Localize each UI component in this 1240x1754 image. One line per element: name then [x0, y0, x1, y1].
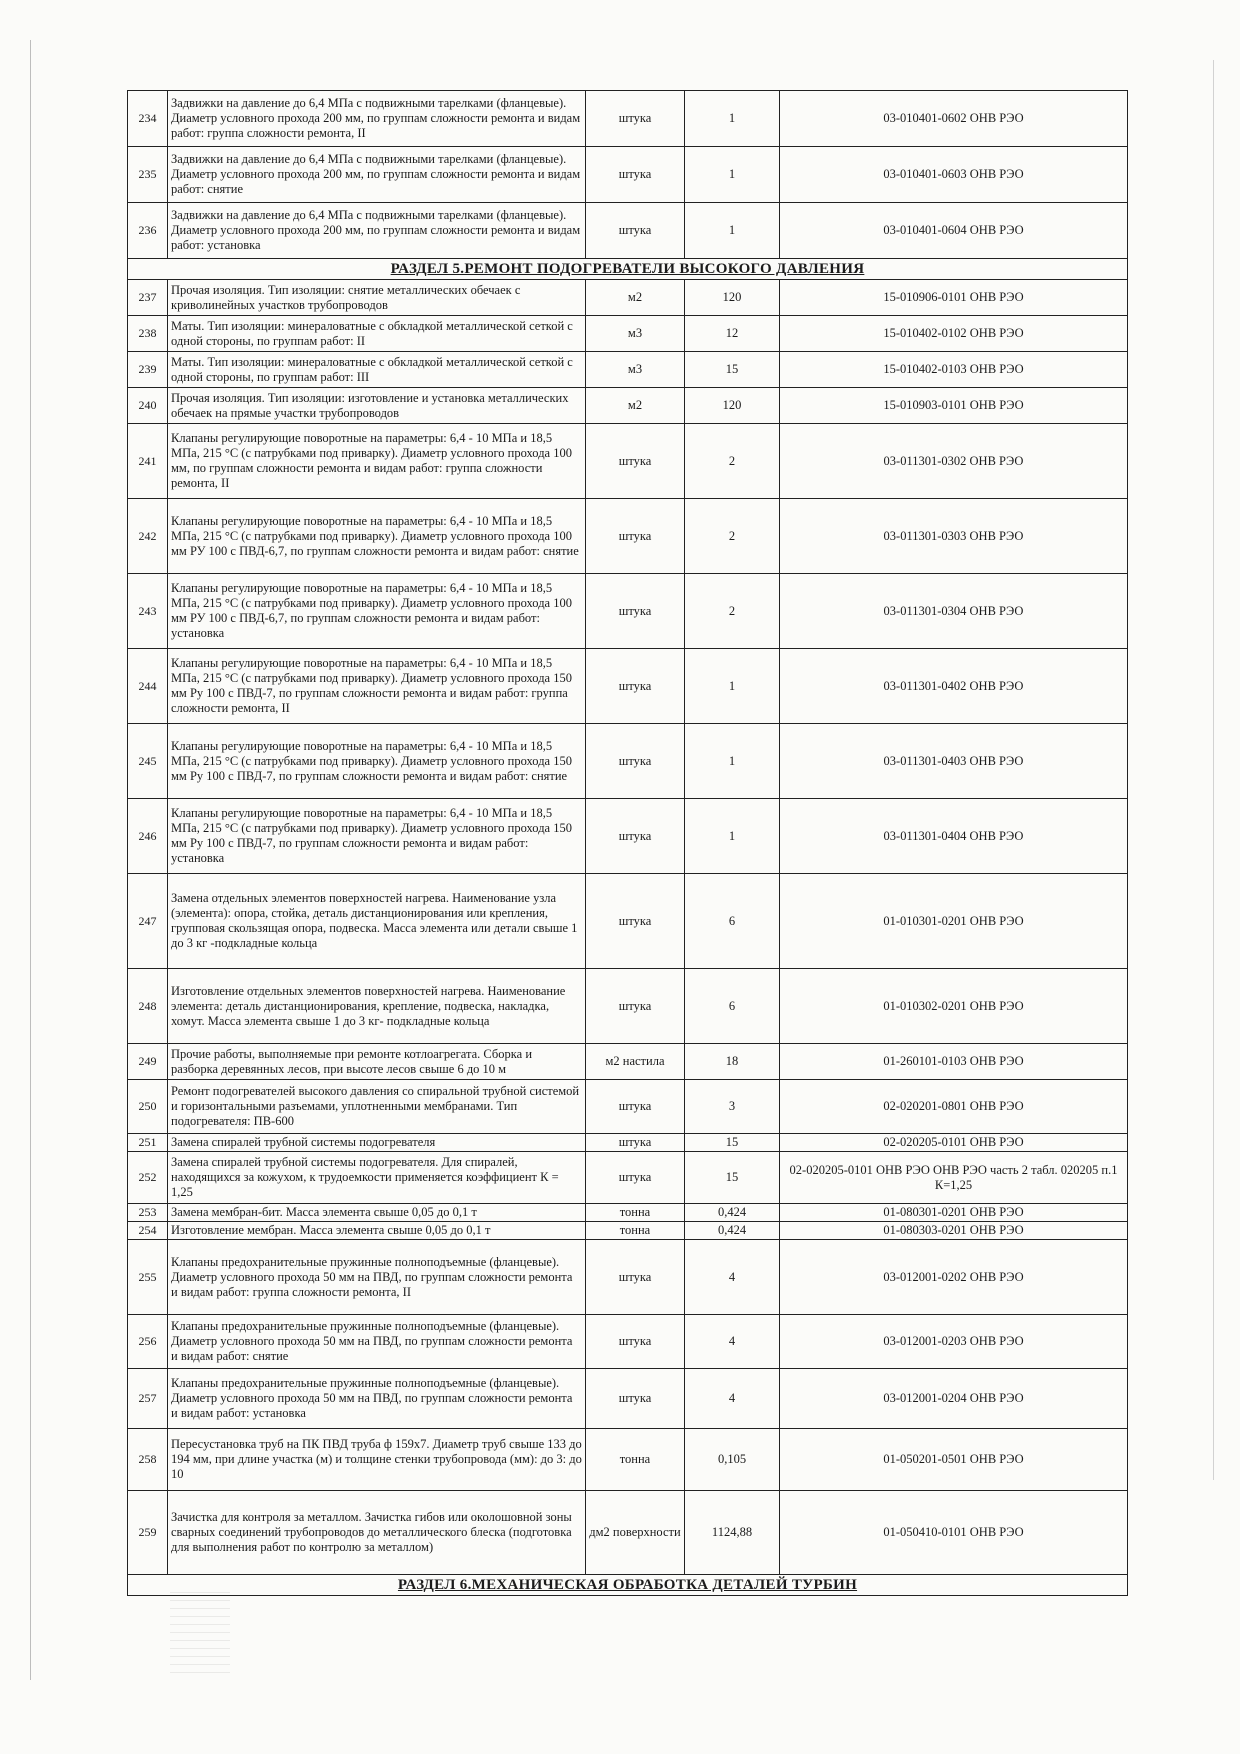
- scan-noise: [170, 1590, 230, 1680]
- table-row: [128, 424, 1128, 499]
- row-number: 258: [128, 1429, 168, 1491]
- unit-of-measure: м2: [586, 280, 685, 316]
- table-row: [128, 203, 1128, 259]
- quantity: 1: [685, 147, 780, 203]
- quantity: 2: [685, 424, 780, 499]
- table-row: [128, 1240, 1128, 1315]
- norm-code: 03-012001-0204 ОНВ РЭО: [780, 1369, 1128, 1429]
- quantity: 4: [685, 1369, 780, 1429]
- unit-of-measure: штука: [586, 1152, 685, 1204]
- table-row: [128, 1222, 1128, 1240]
- table-row: [128, 316, 1128, 352]
- norm-code: 15-010402-0102 ОНВ РЭО: [780, 316, 1128, 352]
- unit-of-measure: штука: [586, 969, 685, 1044]
- work-description: Ремонт подогревателей высокого давления со спиральной трубной системой и горизонтальными разъемами, уплотненными мембранами. Тип подогревателя: ПВ-600: [168, 1080, 586, 1134]
- norm-code: 03-010401-0603 ОНВ РЭО: [780, 147, 1128, 203]
- row-number: 240: [128, 388, 168, 424]
- norm-code: 01-080301-0201 ОНВ РЭО: [780, 1204, 1128, 1222]
- table-row: [128, 1315, 1128, 1369]
- quantity: 2: [685, 499, 780, 574]
- quantity: 12: [685, 316, 780, 352]
- unit-of-measure: штука: [586, 799, 685, 874]
- work-description: Клапаны предохранительные пружинные полноподъемные (фланцевые). Диаметр условного прохода 50 мм на ПВД, по группам сложности ремонта и видам работ: установка: [168, 1369, 586, 1429]
- work-description: Задвижки на давление до 6,4 МПа с подвижными тарелками (фланцевые). Диаметр условного прохода 200 мм, по группам сложности ремонта и видам работ: установка: [168, 203, 586, 259]
- quantity: 1: [685, 649, 780, 724]
- table-row: [128, 1204, 1128, 1222]
- quantity: 15: [685, 352, 780, 388]
- quantity: 3: [685, 1080, 780, 1134]
- row-number: 238: [128, 316, 168, 352]
- unit-of-measure: штука: [586, 649, 685, 724]
- quantity: 120: [685, 388, 780, 424]
- row-number: 252: [128, 1152, 168, 1204]
- table-row: [128, 147, 1128, 203]
- quantity: 4: [685, 1315, 780, 1369]
- scan-left-edge: [30, 40, 31, 1680]
- unit-of-measure: штука: [586, 1240, 685, 1315]
- norm-code: 03-012001-0203 ОНВ РЭО: [780, 1315, 1128, 1369]
- quantity: 4: [685, 1240, 780, 1315]
- norm-code: 02-020205-0101 ОНВ РЭО ОНВ РЭО часть 2 табл. 020205 п.1 К=1,25: [780, 1152, 1128, 1204]
- table-row: [128, 1429, 1128, 1491]
- norm-code: 01-050410-0101 ОНВ РЭО: [780, 1491, 1128, 1575]
- quantity: 0,105: [685, 1429, 780, 1491]
- table-row: [128, 1152, 1128, 1204]
- quantity: 1: [685, 724, 780, 799]
- norm-code: 01-260101-0103 ОНВ РЭО: [780, 1044, 1128, 1080]
- row-number: 241: [128, 424, 168, 499]
- norm-code: 01-080303-0201 ОНВ РЭО: [780, 1222, 1128, 1240]
- row-number: 257: [128, 1369, 168, 1429]
- norm-code: 01-050201-0501 ОНВ РЭО: [780, 1429, 1128, 1491]
- work-description: Клапаны регулирующие поворотные на параметры: 6,4 - 10 МПа и 18,5 МПа, 215 °С (с патрубками под приварку). Диаметр условного прохода 100 мм РУ 100 с ПВД-6,7, по группам сложности ремонта и видам работ: снятие: [168, 499, 586, 574]
- row-number: 254: [128, 1222, 168, 1240]
- norm-code: 02-020205-0101 ОНВ РЭО: [780, 1134, 1128, 1152]
- table-row: [128, 91, 1128, 147]
- unit-of-measure: штука: [586, 424, 685, 499]
- work-description: Задвижки на давление до 6,4 МПа с подвижными тарелками (фланцевые). Диаметр условного прохода 200 мм, по группам сложности ремонта и видам работ: группа сложности ремонта, II: [168, 91, 586, 147]
- row-number: 244: [128, 649, 168, 724]
- unit-of-measure: штука: [586, 1369, 685, 1429]
- table-row: [128, 388, 1128, 424]
- table-row: [128, 1134, 1128, 1152]
- quantity: 0,424: [685, 1204, 780, 1222]
- row-number: 250: [128, 1080, 168, 1134]
- unit-of-measure: м3: [586, 316, 685, 352]
- row-number: 247: [128, 874, 168, 969]
- work-description: Пересустановка труб на ПК ПВД труба ф 159х7. Диаметр труб свыше 133 до 194 мм, при длине участка (м) и толщине стенки трубопровода (мм): до 3: до 10: [168, 1429, 586, 1491]
- norm-code: 03-010401-0602 ОНВ РЭО: [780, 91, 1128, 147]
- norm-code: 03-011301-0402 ОНВ РЭО: [780, 649, 1128, 724]
- norm-code: 03-011301-0302 ОНВ РЭО: [780, 424, 1128, 499]
- works-table: [127, 90, 1128, 1596]
- quantity: 1: [685, 91, 780, 147]
- row-number: 256: [128, 1315, 168, 1369]
- row-number: 259: [128, 1491, 168, 1575]
- works-table-body: [128, 91, 1128, 1596]
- row-number: 251: [128, 1134, 168, 1152]
- work-description: Замена спиралей трубной системы подогревателя. Для спиралей, находящихся за кожухом, к трудоемкости применяется коэффициент К = 1,25: [168, 1152, 586, 1204]
- row-number: 235: [128, 147, 168, 203]
- row-number: 243: [128, 574, 168, 649]
- section-row: [128, 1575, 1128, 1596]
- table-row: [128, 280, 1128, 316]
- work-description: Клапаны регулирующие поворотные на параметры: 6,4 - 10 МПа и 18,5 МПа, 215 °С (с патрубками под приварку). Диаметр условного прохода 150 мм Ру 100 с ПВД-7, по группам сложности ремонта и видам работ: снятие: [168, 724, 586, 799]
- work-description: Маты. Тип изоляции: минераловатные с обкладкой металлической сеткой с одной стороны, по группам работ: III: [168, 352, 586, 388]
- quantity: 6: [685, 874, 780, 969]
- row-number: 239: [128, 352, 168, 388]
- quantity: 15: [685, 1134, 780, 1152]
- unit-of-measure: тонна: [586, 1222, 685, 1240]
- work-description: Маты. Тип изоляции: минераловатные с обкладкой металлической сеткой с одной стороны, по группам работ: II: [168, 316, 586, 352]
- work-description: Прочие работы, выполняемые при ремонте котлоагрегата. Сборка и разборка деревянных лесов, при высоте лесов свыше 6 до 10 м: [168, 1044, 586, 1080]
- table-row: [128, 352, 1128, 388]
- unit-of-measure: тонна: [586, 1204, 685, 1222]
- quantity: 6: [685, 969, 780, 1044]
- unit-of-measure: штука: [586, 91, 685, 147]
- unit-of-measure: м2: [586, 388, 685, 424]
- quantity: 1: [685, 203, 780, 259]
- work-description: Задвижки на давление до 6,4 МПа с подвижными тарелками (фланцевые). Диаметр условного прохода 200 мм, по группам сложности ремонта и видам работ: снятие: [168, 147, 586, 203]
- norm-code: 03-011301-0304 ОНВ РЭО: [780, 574, 1128, 649]
- work-description: Прочая изоляция. Тип изоляции: изготовление и установка металлических обечаек на прямые участки трубопроводов: [168, 388, 586, 424]
- unit-of-measure: м2 настила: [586, 1044, 685, 1080]
- unit-of-measure: штука: [586, 574, 685, 649]
- work-description: Клапаны регулирующие поворотные на параметры: 6,4 - 10 МПа и 18,5 МПа, 215 °С (с патрубками под приварку). Диаметр условного прохода 100 мм, по группам сложности ремонта и видам работ: группа сложности ремонта, II: [168, 424, 586, 499]
- row-number: 234: [128, 91, 168, 147]
- scan-right-edge: [1213, 60, 1214, 1480]
- unit-of-measure: штука: [586, 724, 685, 799]
- norm-code: 03-011301-0403 ОНВ РЭО: [780, 724, 1128, 799]
- table-row: [128, 1369, 1128, 1429]
- section-title: РАЗДЕЛ 5.РЕМОНТ ПОДОГРЕВАТЕЛИ ВЫСОКОГО ДАВЛЕНИЯ: [128, 259, 1128, 280]
- quantity: 1124,88: [685, 1491, 780, 1575]
- table-row: [128, 724, 1128, 799]
- norm-code: 15-010906-0101 ОНВ РЭО: [780, 280, 1128, 316]
- row-number: 255: [128, 1240, 168, 1315]
- quantity: 2: [685, 574, 780, 649]
- row-number: 242: [128, 499, 168, 574]
- row-number: 249: [128, 1044, 168, 1080]
- work-description: Клапаны предохранительные пружинные полноподъемные (фланцевые). Диаметр условного прохода 50 мм на ПВД, по группам сложности ремонта и видам работ: снятие: [168, 1315, 586, 1369]
- work-description: Изготовление отдельных элементов поверхностей нагрева. Наименование элемента: деталь дистанционирования, крепление, подвеска, накладка, хомут. Масса элемента свыше 1 до 3 кг- подкладные кольца: [168, 969, 586, 1044]
- work-description: Зачистка для контроля за металлом. Зачистка гибов или околошовной зоны сварных соединений трубопроводов до металлического блеска (подготовка для выполнения работ по контролю за металлом): [168, 1491, 586, 1575]
- row-number: 245: [128, 724, 168, 799]
- quantity: 18: [685, 1044, 780, 1080]
- quantity: 120: [685, 280, 780, 316]
- row-number: 237: [128, 280, 168, 316]
- unit-of-measure: м3: [586, 352, 685, 388]
- norm-code: 15-010903-0101 ОНВ РЭО: [780, 388, 1128, 424]
- table-row: [128, 874, 1128, 969]
- norm-code: 02-020201-0801 ОНВ РЭО: [780, 1080, 1128, 1134]
- unit-of-measure: штука: [586, 874, 685, 969]
- table-row: [128, 969, 1128, 1044]
- norm-code: 03-012001-0202 ОНВ РЭО: [780, 1240, 1128, 1315]
- section-title: РАЗДЕЛ 6.МЕХАНИЧЕСКАЯ ОБРАБОТКА ДЕТАЛЕЙ ТУРБИН: [128, 1575, 1128, 1596]
- section-row: [128, 259, 1128, 280]
- work-description: Клапаны предохранительные пружинные полноподъемные (фланцевые). Диаметр условного прохода 50 мм на ПВД, по группам сложности ремонта и видам работ: группа сложности ремонта, II: [168, 1240, 586, 1315]
- unit-of-measure: штука: [586, 499, 685, 574]
- table-row: [128, 1491, 1128, 1575]
- quantity: 0,424: [685, 1222, 780, 1240]
- quantity: 15: [685, 1152, 780, 1204]
- unit-of-measure: штука: [586, 1080, 685, 1134]
- norm-code: 15-010402-0103 ОНВ РЭО: [780, 352, 1128, 388]
- row-number: 246: [128, 799, 168, 874]
- norm-code: 01-010302-0201 ОНВ РЭО: [780, 969, 1128, 1044]
- unit-of-measure: дм2 поверхности: [586, 1491, 685, 1575]
- quantity: 1: [685, 799, 780, 874]
- unit-of-measure: штука: [586, 203, 685, 259]
- table-row: [128, 574, 1128, 649]
- unit-of-measure: тонна: [586, 1429, 685, 1491]
- unit-of-measure: штука: [586, 147, 685, 203]
- table-row: [128, 499, 1128, 574]
- norm-code: 03-011301-0404 ОНВ РЭО: [780, 799, 1128, 874]
- norm-code: 03-010401-0604 ОНВ РЭО: [780, 203, 1128, 259]
- norm-code: 01-010301-0201 ОНВ РЭО: [780, 874, 1128, 969]
- norm-code: 03-011301-0303 ОНВ РЭО: [780, 499, 1128, 574]
- work-description: Замена мембран-бит. Масса элемента свыше 0,05 до 0,1 т: [168, 1204, 586, 1222]
- work-description: Клапаны регулирующие поворотные на параметры: 6,4 - 10 МПа и 18,5 МПа, 215 °С (с патрубками под приварку). Диаметр условного прохода 150 мм Ру 100 с ПВД-7, по группам сложности ремонта и видам работ: установка: [168, 799, 586, 874]
- table-row: [128, 649, 1128, 724]
- work-description: Клапаны регулирующие поворотные на параметры: 6,4 - 10 МПа и 18,5 МПа, 215 °С (с патрубками под приварку). Диаметр условного прохода 100 мм РУ 100 с ПВД-6,7, по группам сложности ремонта и видам работ: установка: [168, 574, 586, 649]
- work-description: Замена спиралей трубной системы подогревателя: [168, 1134, 586, 1152]
- table-row: [128, 1044, 1128, 1080]
- work-description: Изготовление мембран. Масса элемента свыше 0,05 до 0,1 т: [168, 1222, 586, 1240]
- unit-of-measure: штука: [586, 1134, 685, 1152]
- work-description: Прочая изоляция. Тип изоляции: снятие металлических обечаек с криволинейных участков трубопроводов: [168, 280, 586, 316]
- unit-of-measure: штука: [586, 1315, 685, 1369]
- row-number: 248: [128, 969, 168, 1044]
- table-row: [128, 799, 1128, 874]
- table-row: [128, 1080, 1128, 1134]
- row-number: 236: [128, 203, 168, 259]
- work-description: Клапаны регулирующие поворотные на параметры: 6,4 - 10 МПа и 18,5 МПа, 215 °С (с патрубками под приварку). Диаметр условного прохода 150 мм Ру 100 с ПВД-7, по группам сложности ремонта и видам работ: группа сложности ремонта, II: [168, 649, 586, 724]
- work-description: Замена отдельных элементов поверхностей нагрева. Наименование узла (элемента): опора, стойка, деталь дистанционирования или крепления, групповая скользящая опора, подвеска. Масса элемента или детали свыше 1 до 3 кг -подкладные кольца: [168, 874, 586, 969]
- row-number: 253: [128, 1204, 168, 1222]
